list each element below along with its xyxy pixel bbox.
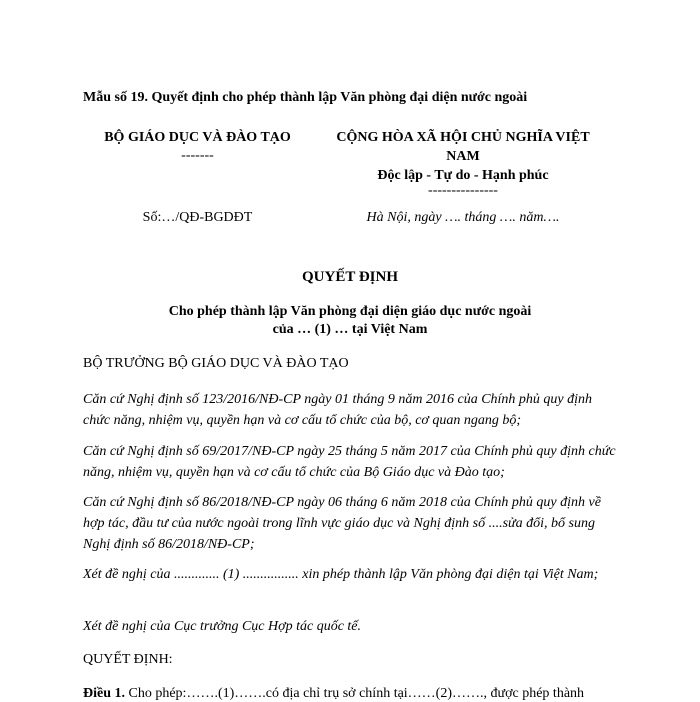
legal-basis-paragraph: Căn cứ Nghị định số 69/2017/NĐ-CP ngày 25 tháng 5 năm 2017 của Chính phủ quy định chức năng, nhiệm vụ, quyền hạn và cơ cấu tổ chức của Bộ Giáo dục và Đào tạo; [83,444,616,480]
decision-title: QUYẾT ĐỊNH [302,269,398,285]
ministry-divider: ------- [181,148,214,163]
place-and-date: Hà Nội, ngày …. tháng …. năm…. [366,210,560,225]
motto-divider: --------------- [428,183,498,198]
document-number: Số:…/QĐ-BGDĐT [142,210,253,225]
article-1-text: Cho phép:…….(1)…….có địa chỉ trụ sở chính tại……(2)……., được phép thành [125,686,585,701]
issuing-authority: BỘ TRƯỞNG BỘ GIÁO DỤC VÀ ĐÀO TẠO [83,356,349,371]
proposal-paragraph: Xét đề nghị của Cục trưởng Cục Hợp tác quốc tế. [83,619,362,634]
national-motto: Độc lập - Tự do - Hạnh phúc [377,168,549,183]
ministry-name: BỘ GIÁO DỤC VÀ ĐÀO TẠO [104,130,291,145]
article-1-label: Điều 1. [83,686,125,701]
decides-heading: QUYẾT ĐỊNH: [83,652,173,667]
legal-basis-paragraph: Căn cứ Nghị định số 123/2016/NĐ-CP ngày 01 tháng 9 năm 2016 của Chính phủ quy định chức năng, nhiệm vụ, quyền hạn và cơ cấu tổ chức của bộ, cơ quan ngang bộ; [83,392,593,428]
decision-subtitle-line1: Cho phép thành lập Văn phòng đại diện giáo dục nước ngoài [168,304,532,319]
republic-name-line2: NAM [446,149,480,164]
decision-subtitle-line2: của … (1) … tại Việt Nam [272,322,428,337]
republic-name-line1: CỘNG HÒA XÃ HỘI CHỦ NGHĨA VIỆT [336,130,590,145]
proposal-paragraph: Xét đề nghị của ............. (1) ................ xin phép thành lập Văn phòng đại diện tại Việt Nam; [83,567,599,582]
form-title: Mẫu số 19. Quyết định cho phép thành lập Văn phòng đại diện nước ngoài [83,90,528,105]
legal-basis-paragraph: Căn cứ Nghị định số 86/2018/NĐ-CP ngày 06 tháng 6 năm 2018 của Chính phủ quy định về hợp tác, đầu tư của nước ngoài trong lĩnh vực giáo dục và Nghị định số ....sửa đổi, bổ sung Nghị định số 86/2018/NĐ-CP; [83,495,601,552]
